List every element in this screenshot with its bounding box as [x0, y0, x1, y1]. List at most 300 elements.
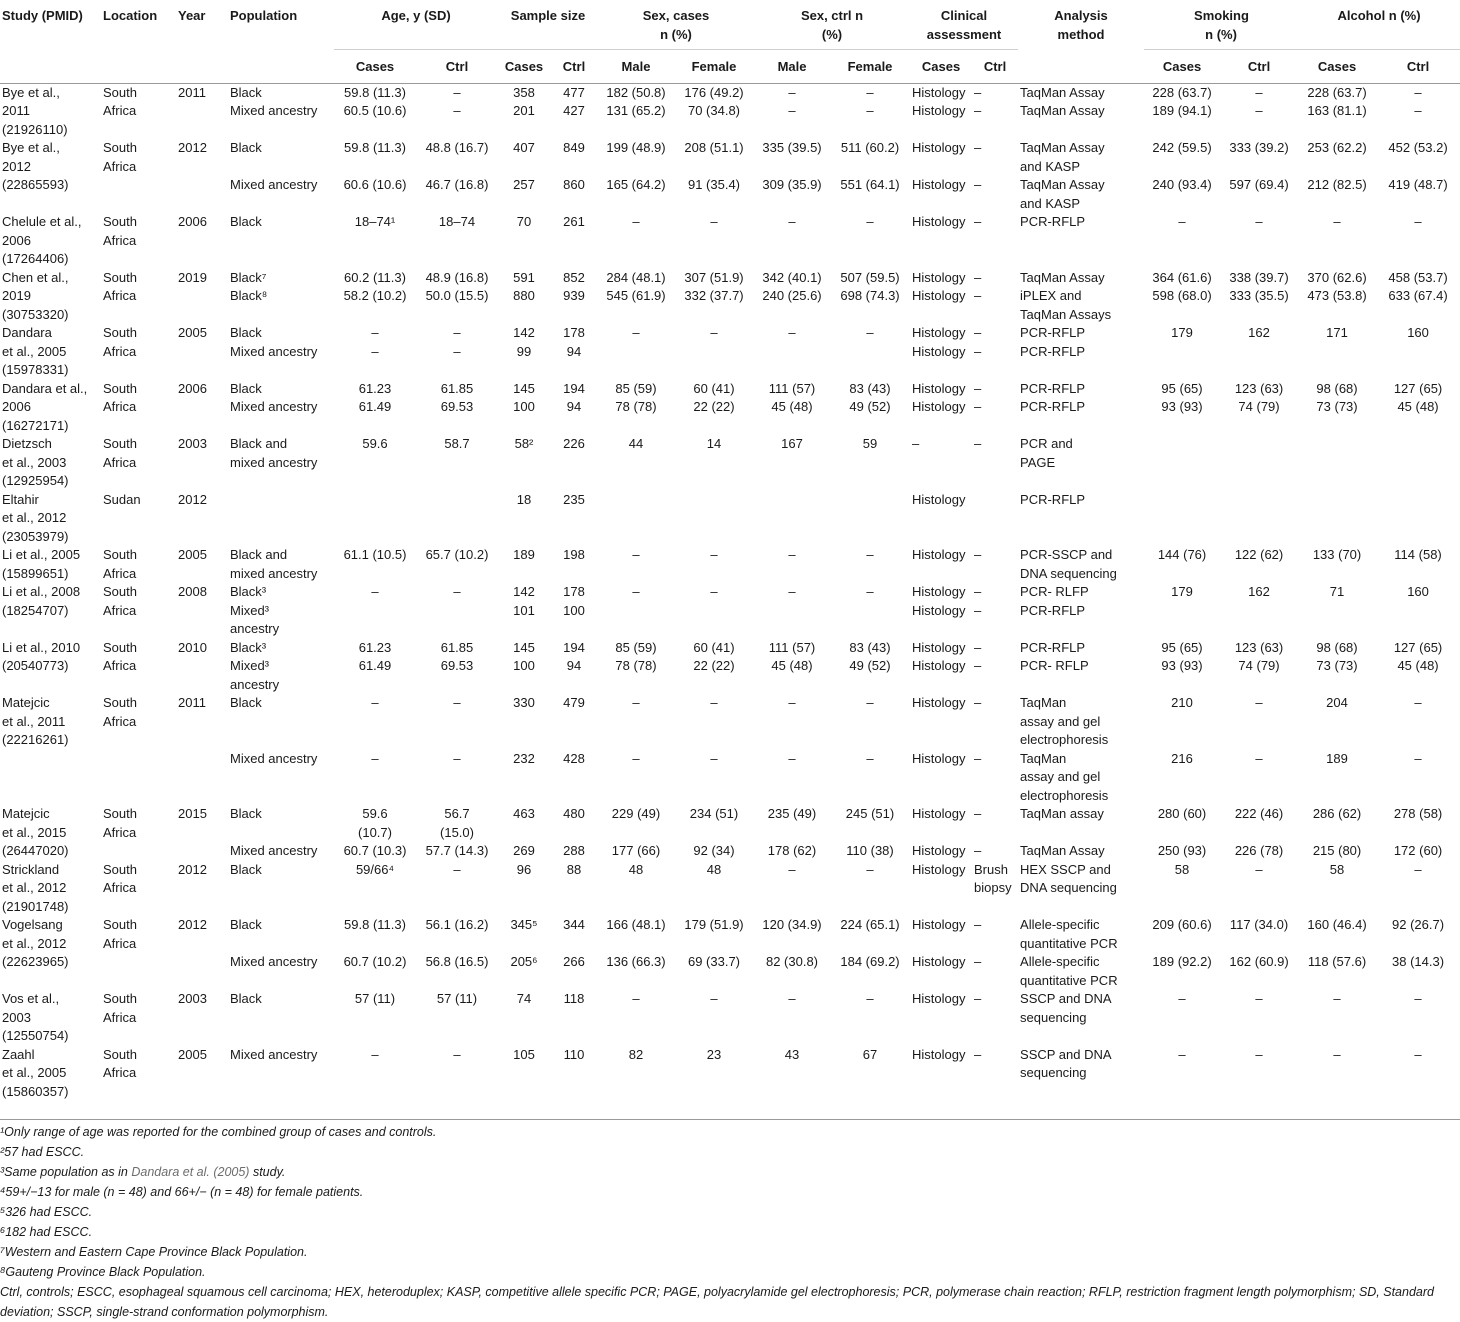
table-cell [674, 898, 754, 917]
table-cell [598, 528, 674, 547]
table-cell [101, 250, 176, 269]
table-cell: 60 (41) [693, 380, 735, 396]
table-cell [334, 528, 416, 547]
table-cell [830, 472, 910, 491]
table-cell [228, 195, 334, 214]
table-cell [176, 158, 228, 177]
table-cell [972, 1083, 1018, 1120]
table-cell [334, 1027, 416, 1046]
table-cell: 50.0 (15.5) [425, 288, 489, 303]
table-cell: 250 (93) [1157, 843, 1207, 858]
table-cell: 269 [513, 843, 535, 858]
table-cell: SSCP and DNA [1020, 1046, 1112, 1062]
table-cell [334, 361, 416, 380]
table-cell [598, 1027, 674, 1046]
table-cell: South [103, 695, 137, 710]
table-cell: 74 [516, 991, 532, 1006]
table-cell [334, 731, 416, 750]
table-cell [1298, 824, 1376, 843]
header-sex-cases: Sex, cases n (%) [598, 0, 754, 50]
table-cell: – [788, 325, 796, 340]
table-cell: Mixed ancestry [230, 1046, 318, 1062]
table-cell [334, 1083, 416, 1120]
header-study: Study (PMID) [0, 0, 101, 83]
table-cell [550, 195, 598, 214]
table-cell: (21926110) [2, 121, 68, 137]
table-cell [1298, 713, 1376, 732]
table-cell: South [103, 639, 137, 655]
table-cell: 2011 [178, 695, 206, 710]
table-cell: 458 (53.7) [1388, 269, 1448, 285]
table-cell: Black [230, 695, 262, 710]
table-cell [334, 250, 416, 269]
table-cell: 59.8 (11.3) [344, 84, 406, 100]
table-cell [972, 306, 1018, 325]
table-cell [228, 713, 334, 732]
table-cell [830, 1027, 910, 1046]
table-cell: 58 [1174, 861, 1190, 877]
table-cell [416, 158, 498, 177]
table-cell [176, 824, 228, 843]
table-cell [910, 528, 972, 547]
table-cell: 598 (68.0) [1152, 288, 1212, 303]
table-cell [910, 787, 972, 806]
table-cell: 165 (64.2) [606, 177, 666, 192]
table-cell [1298, 879, 1376, 898]
table-cell [1018, 1083, 1144, 1120]
table-cell: South [103, 84, 137, 100]
table-cell: 49 (52) [849, 658, 891, 673]
table-cell [1220, 250, 1298, 269]
table-cell [1144, 343, 1220, 362]
table-cell [1220, 509, 1298, 528]
table-cell [1298, 454, 1376, 473]
table-cell: 67 [862, 1046, 878, 1062]
table-cell: (22216261) [2, 732, 69, 747]
table-cell: – [974, 639, 982, 655]
table-cell [228, 491, 334, 510]
table-cell: 120 (34.9) [762, 917, 822, 932]
table-cell: – [974, 584, 982, 599]
table-cell: 215 (80) [1312, 843, 1362, 858]
table-cell: 2012 [178, 917, 207, 932]
table-cell: 216 [1171, 750, 1193, 766]
table-row [0, 454, 1460, 473]
table-cell: SSCP and DNA [1020, 991, 1112, 1006]
table-cell: 330 [513, 695, 535, 710]
table-cell: Black [230, 214, 262, 229]
table-cell [972, 565, 1018, 584]
table-cell [176, 343, 228, 362]
table-cell: – [1414, 1046, 1422, 1062]
table-cell: PCR and [1020, 436, 1073, 451]
footnote-5: ⁵326 had ESCC. [0, 1205, 93, 1219]
table-row [0, 787, 1460, 806]
table-cell: 100 [563, 602, 585, 618]
table-cell: 2003 [178, 436, 207, 451]
table-cell [1144, 602, 1220, 621]
table-cell: 100 [513, 399, 535, 414]
table-cell: 427 [563, 103, 585, 118]
table-cell: – [710, 750, 718, 766]
table-cell [228, 824, 334, 843]
table-cell [416, 620, 498, 639]
table-cell [830, 121, 910, 140]
table-cell: 194 [563, 639, 585, 655]
table-cell: 59.8 (11.3) [344, 140, 406, 155]
table-cell [1298, 509, 1376, 528]
table-cell: – [974, 1046, 982, 1062]
table-cell: (20540773) [2, 658, 69, 673]
table-cell [674, 232, 754, 251]
table-cell: 118 [563, 991, 585, 1006]
table-cell [674, 768, 754, 787]
table-row [0, 768, 1460, 787]
table-cell [0, 972, 101, 991]
table-cell [334, 898, 416, 917]
subheader-cell: Ctrl [1220, 50, 1298, 84]
subheader-cell: Female [830, 50, 910, 84]
table-cell: 178 [563, 325, 585, 340]
table-cell [228, 232, 334, 251]
table-cell: South [103, 806, 137, 821]
table-cell: 60.6 (10.6) [343, 177, 407, 192]
table-cell: 280 (60) [1157, 806, 1207, 821]
table-cell [228, 1027, 334, 1046]
table-cell: 480 [563, 806, 585, 821]
table-cell: – [1178, 1046, 1186, 1062]
table-cell: Black [230, 140, 262, 155]
table-cell [334, 491, 416, 510]
table-cell: 179 (51.9) [684, 917, 744, 932]
subheader-cell: Female [674, 50, 754, 84]
table-cell [1220, 435, 1298, 454]
table-cell [830, 343, 910, 362]
table-cell: – [710, 991, 718, 1006]
table-cell: Sudan [103, 491, 141, 507]
table-cell [550, 417, 598, 436]
table-cell [550, 879, 598, 898]
table-cell [910, 472, 972, 491]
table-cell: 849 [563, 140, 585, 155]
table-cell [674, 491, 754, 510]
table-cell [910, 1064, 972, 1083]
table-cell: 142 [513, 584, 535, 599]
table-cell [754, 1083, 830, 1120]
table-cell [334, 306, 416, 325]
table-cell [176, 713, 228, 732]
table-cell: Chelule et al., [2, 214, 82, 229]
table-cell [910, 1027, 972, 1046]
table-cell [972, 232, 1018, 251]
table-cell [1144, 1009, 1220, 1028]
table-row [0, 879, 1460, 898]
table-cell [498, 935, 550, 954]
header-location: Location [101, 0, 176, 83]
header-sample-size: Sample size [498, 0, 598, 50]
table-cell [228, 1083, 334, 1120]
table-cell: Dietzsch [2, 436, 52, 451]
table-cell [176, 842, 228, 861]
table-cell: Black [230, 861, 262, 877]
table-row [0, 269, 1460, 288]
table-cell: 160 [1407, 325, 1429, 340]
table-cell: Africa [103, 935, 137, 951]
table-cell: 61.23 [358, 639, 392, 655]
table-cell: Black³ [230, 584, 267, 599]
table-cell [334, 879, 416, 898]
table-cell [1298, 620, 1376, 639]
table-cell: assay and gel [1020, 769, 1101, 784]
table-cell [972, 898, 1018, 917]
table-cell: 56.1 (16.2) [425, 917, 489, 932]
table-cell [334, 768, 416, 787]
table-cell [1220, 232, 1298, 251]
table-cell [176, 565, 228, 584]
table-cell [1144, 731, 1220, 750]
table-cell [498, 158, 550, 177]
table-cell: sequencing [1020, 1009, 1087, 1025]
table-cell [910, 121, 972, 140]
table-cell [498, 879, 550, 898]
table-cell [1376, 620, 1460, 639]
table-cell: Mixed³ [230, 602, 270, 618]
table-cell: 179 [1171, 325, 1193, 340]
table-cell [1220, 787, 1298, 806]
table-cell [1144, 435, 1220, 454]
table-cell [1220, 472, 1298, 491]
table-cell: TaqMan [1020, 695, 1067, 710]
table-cell: 479 [563, 695, 585, 710]
table-cell [910, 250, 972, 269]
table-cell [674, 1083, 754, 1120]
table-row [0, 1046, 1460, 1065]
table-cell [498, 454, 550, 473]
table-cell [101, 842, 176, 861]
table-cell [498, 1083, 550, 1120]
table-cell [674, 195, 754, 214]
table-cell [1144, 620, 1220, 639]
table-cell: Histology [912, 1046, 966, 1062]
table-cell: 261 [563, 214, 585, 229]
table-cell [598, 713, 674, 732]
table-cell: Vogelsang [2, 917, 63, 932]
table-cell: 511 (60.2) [840, 140, 900, 155]
table-cell: – [1255, 695, 1263, 710]
table-cell [1298, 565, 1376, 584]
table-cell: 477 [563, 84, 585, 100]
table-cell [101, 361, 176, 380]
table-cell [498, 620, 550, 639]
table-cell: Histology [912, 658, 966, 673]
table-cell [972, 250, 1018, 269]
table-cell: – [974, 177, 982, 192]
table-cell: – [974, 658, 982, 673]
table-cell [1220, 417, 1298, 436]
table-row [0, 842, 1460, 861]
table-cell [910, 361, 972, 380]
table-cell [416, 509, 498, 528]
table-cell: 182 (50.8) [606, 84, 666, 100]
table-cell [101, 195, 176, 214]
table-row [0, 953, 1460, 972]
table-cell [101, 620, 176, 639]
table-cell [1144, 713, 1220, 732]
table-cell: 2012 [178, 861, 207, 877]
table-cell: Mixed ancestry [230, 750, 318, 766]
table-cell: 45 (48) [1397, 658, 1439, 673]
table-cell [1144, 158, 1220, 177]
table-cell [101, 768, 176, 787]
table-cell: 2008 [178, 584, 207, 599]
table-cell: – [974, 991, 982, 1006]
table-cell [176, 250, 228, 269]
table-cell [972, 1027, 1018, 1046]
table-cell: 205⁶ [510, 954, 538, 969]
table-cell: Li et al., 2010 [2, 639, 81, 655]
table-cell [1144, 195, 1220, 214]
table-cell [416, 232, 498, 251]
table-cell: Africa [103, 565, 137, 581]
table-cell [972, 417, 1018, 436]
table-cell [228, 361, 334, 380]
table-cell: – [371, 695, 379, 710]
table-cell [416, 676, 498, 695]
table-cell [101, 528, 176, 547]
table-cell: – [1255, 861, 1263, 877]
table-row [0, 139, 1460, 158]
table-cell [416, 972, 498, 991]
table-cell [1376, 898, 1460, 917]
table-cell: Africa [103, 103, 137, 118]
table-cell: Histology [912, 214, 966, 229]
table-cell [598, 343, 674, 362]
table-cell [674, 250, 754, 269]
table-row [0, 509, 1460, 528]
table-cell: – [1414, 84, 1422, 100]
table-cell: 2006 [178, 214, 207, 229]
table-cell: 242 (59.5) [1152, 140, 1212, 155]
table-cell [550, 250, 598, 269]
subheader-cell: Cases [1144, 50, 1220, 84]
table-cell [910, 417, 972, 436]
table-cell [550, 1083, 598, 1120]
table-cell [830, 787, 910, 806]
table-cell: Black [230, 806, 262, 821]
table-cell [1144, 898, 1220, 917]
table-cell: Histology [912, 103, 966, 118]
table-cell [1220, 602, 1298, 621]
table-cell: South [103, 1046, 137, 1062]
table-cell: 332 (37.7) [684, 288, 744, 303]
table-row [0, 1064, 1460, 1083]
table-cell: 93 (93) [1161, 658, 1203, 673]
table-cell: 105 [513, 1046, 535, 1062]
table-cell: PCR- RLFP [1020, 584, 1089, 599]
table-cell: 83 (43) [849, 639, 891, 655]
table-cell [754, 528, 830, 547]
table-cell: et al., 2012 [2, 935, 67, 951]
table-cell [228, 528, 334, 547]
table-cell [228, 1009, 334, 1028]
table-cell: – [1178, 214, 1186, 229]
table-cell: 278 (58) [1393, 806, 1443, 821]
reference-link[interactable]: Dandara et al. (2005) [131, 1165, 250, 1179]
table-cell [498, 1027, 550, 1046]
table-cell [550, 232, 598, 251]
table-cell [1144, 232, 1220, 251]
table-cell [674, 121, 754, 140]
table-cell: Histology [912, 343, 966, 359]
table-cell [416, 454, 498, 473]
table-cell: 201 [513, 103, 535, 118]
table-cell: (30753320) [2, 306, 69, 322]
table-cell: – [788, 103, 796, 118]
table-row [0, 417, 1460, 436]
table-cell: 178 [563, 584, 585, 599]
table-cell: 2010 [178, 639, 207, 655]
table-cell: Black and [230, 436, 288, 451]
table-cell: 78 (78) [615, 399, 657, 414]
table-cell: Mixed ancestry [230, 399, 318, 414]
table-cell [830, 528, 910, 547]
table-cell [416, 602, 498, 621]
table-cell [830, 509, 910, 528]
table-cell [334, 620, 416, 639]
table-cell: Africa [103, 713, 137, 729]
table-cell: PCR-RFLP [1020, 380, 1086, 396]
table-cell: 73 (73) [1316, 399, 1358, 414]
table-cell: – [974, 399, 982, 414]
table-cell: 507 (59.5) [840, 269, 900, 285]
table-row [0, 602, 1460, 621]
table-cell: 99 [516, 343, 532, 359]
table-cell [910, 232, 972, 251]
table-cell [972, 195, 1018, 214]
table-cell: – [866, 584, 874, 599]
table-cell: 370 (62.6) [1307, 269, 1367, 285]
table-cell: – [710, 325, 718, 340]
table-cell: – [788, 861, 796, 877]
table-cell [498, 565, 550, 584]
table-cell [101, 472, 176, 491]
table-cell: 110 (38) [846, 843, 894, 858]
table-cell [1220, 528, 1298, 547]
table-cell [176, 509, 228, 528]
table-cell: 94 [566, 343, 582, 359]
table-cell [1018, 528, 1144, 547]
table-cell: Vos et al., [2, 991, 60, 1006]
table-cell: and KASP [1020, 195, 1081, 211]
table-cell [910, 879, 972, 898]
table-cell: – [1255, 991, 1263, 1006]
table-cell [830, 676, 910, 695]
table-cell [598, 676, 674, 695]
table-cell [1144, 361, 1220, 380]
table-row [0, 639, 1460, 658]
table-cell: Black⁸ [230, 288, 268, 303]
table-cell: 48 [628, 861, 644, 877]
table-cell: PCR-SSCP and [1020, 547, 1113, 562]
table-cell: 122 (62) [1234, 547, 1284, 562]
table-cell [598, 472, 674, 491]
table-cell [1220, 824, 1298, 843]
table-cell [101, 731, 176, 750]
table-cell: – [1255, 214, 1263, 229]
table-cell [754, 565, 830, 584]
subheader-cell: Ctrl [416, 50, 498, 84]
table-cell [598, 972, 674, 991]
